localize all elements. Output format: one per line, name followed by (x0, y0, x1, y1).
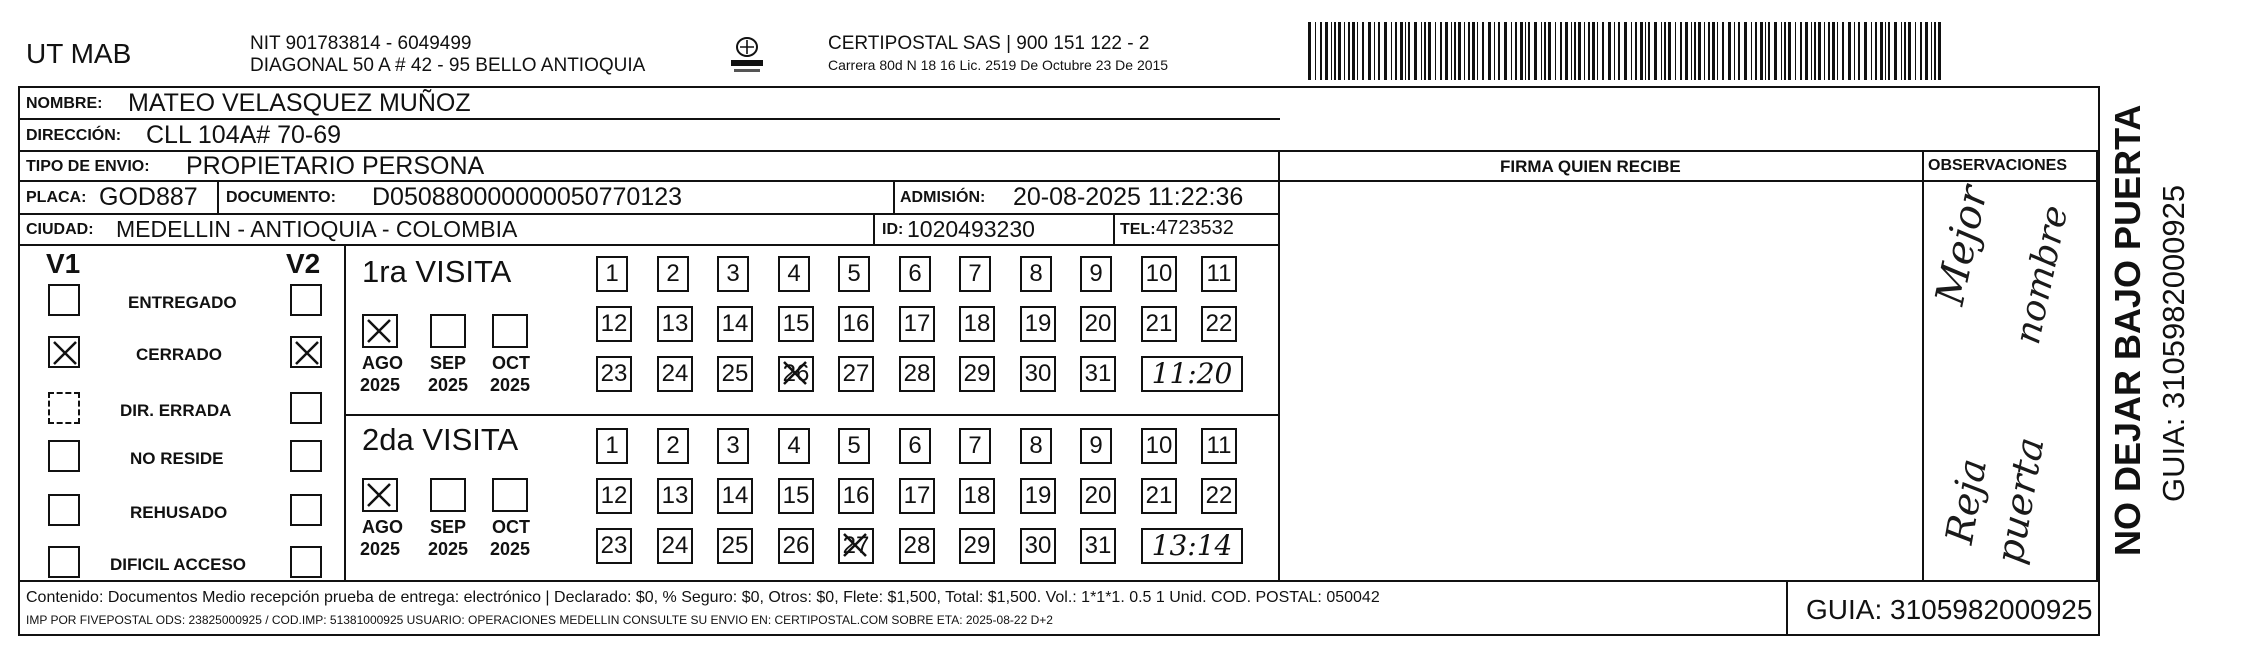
barcode-bar (1805, 22, 1808, 80)
barcode-bar (1348, 22, 1350, 80)
first-visit-day-box[interactable]: 18 (959, 306, 995, 342)
obs-handwriting-nombre: nombre (2007, 201, 2077, 348)
barcode-bar (1334, 22, 1336, 80)
barcode-bar (1704, 22, 1705, 80)
obs-handwriting-mejor: Mejor (1927, 181, 1998, 309)
second-visit-day-box[interactable]: 2 (657, 428, 689, 464)
tipo-envio-value: PROPIETARIO PERSONA (186, 152, 485, 180)
second-visit-day-box[interactable]: 7 (959, 428, 991, 464)
barcode-bar (1498, 22, 1500, 80)
v2-checkbox[interactable] (290, 392, 322, 424)
first-visit-day-box[interactable]: 16 (838, 306, 874, 342)
obs-handwriting-puerta: puerta (1987, 434, 2053, 568)
barcode-bar (1685, 22, 1688, 80)
side-guia: GUIA: 3105982000925 (2156, 184, 2191, 502)
barcode-bar (1814, 22, 1816, 80)
footer-contenido: Contenido: Documentos Medio recepción prueba de entrega: electrónico | Declarado: $0, % Seguro: $0, Otros: $0, Flete: $1,500, Total: $1,500. Vol.: 1*1*1. 0.5 1 Unid. COD. POSTAL: 050042 (26, 589, 1380, 606)
placa-label: PLACA: (26, 189, 87, 206)
first-visit-day-box[interactable]: 19 (1020, 306, 1056, 342)
barcode-bar (1325, 22, 1328, 80)
first-visit-month-checkbox[interactable] (362, 314, 398, 348)
barcode-bar (1818, 22, 1821, 80)
barcode-bar (1712, 22, 1715, 80)
barcode-bar (1864, 22, 1867, 80)
first-visit-month-checkbox[interactable] (430, 314, 466, 348)
second-visit-day-box[interactable]: 29 (959, 528, 995, 564)
barcode-bar (1722, 22, 1724, 80)
barcode-bar (1854, 22, 1855, 80)
admision-value: 20-08-2025 11:22:36 (1013, 183, 1244, 211)
first-visit-day-box[interactable]: 10 (1141, 256, 1177, 292)
v1-checkbox[interactable] (48, 440, 80, 472)
barcode-bar (1717, 22, 1718, 80)
barcode-bar (1738, 22, 1740, 80)
second-visit-year-label: 2025 (428, 539, 469, 559)
first-visit-day-box[interactable]: 3 (717, 256, 749, 292)
first-visit-day-box[interactable]: 5 (838, 256, 870, 292)
observaciones-header: OBSERVACIONES (1928, 157, 2067, 174)
barcode-bar (1811, 22, 1812, 80)
barcode-bar (1400, 22, 1403, 80)
second-visit-day-box[interactable]: 22 (1201, 478, 1237, 514)
v2-checkbox[interactable] (290, 494, 322, 526)
second-visit-day-box[interactable]: 9 (1080, 428, 1112, 464)
barcode-bar (1571, 22, 1572, 80)
barcode-bar (1320, 22, 1322, 80)
v2-checkbox[interactable] (290, 440, 322, 472)
barcode-bar (1421, 22, 1422, 80)
second-visit-year-label: 2025 (360, 539, 401, 559)
second-visit-day-box[interactable]: 24 (657, 528, 693, 564)
barcode-bar (1541, 22, 1542, 80)
v1-checkbox[interactable] (48, 284, 80, 316)
barcode-bar (1904, 22, 1906, 80)
barcode-bar (1454, 22, 1456, 80)
id-label: ID: (882, 221, 904, 238)
barcode-bar (1338, 22, 1341, 80)
second-visit-day-box[interactable]: 1 (596, 428, 628, 464)
barcode-bar (1378, 22, 1380, 80)
second-visit-day-box[interactable]: 6 (899, 428, 931, 464)
barcode-bar (1451, 22, 1452, 80)
barcode-bar (1308, 22, 1311, 80)
carrier-license: Carrera 80d N 18 16 Lic. 2519 De Octubre 23 De 2015 (828, 57, 1169, 73)
firma-header: FIRMA QUIEN RECIBE (1500, 157, 1681, 176)
barcode-bar (1315, 22, 1316, 80)
v2-checkbox[interactable] (290, 546, 322, 578)
barcode-bar (1352, 22, 1355, 80)
second-visit-day-box[interactable]: 8 (1020, 428, 1052, 464)
barcode-bar (1408, 22, 1410, 80)
barcode-bar (1528, 22, 1530, 80)
barcode-bar (1597, 22, 1598, 80)
second-visit-month-checkbox[interactable] (430, 478, 466, 512)
barcode-bar (1824, 22, 1825, 80)
side-warning: NO DEJAR BAJO PUERTA (2107, 104, 2148, 556)
barcode-bar (1842, 22, 1844, 80)
barcode-bar (1908, 22, 1911, 80)
second-visit-day-box[interactable]: 4 (778, 428, 810, 464)
barcode-bar (1765, 22, 1766, 80)
v1-checkbox[interactable] (48, 392, 80, 424)
direccion-value: CLL 104A# 70-69 (146, 121, 342, 149)
status-label: DIR. ERRADA (120, 401, 232, 420)
first-visit-month-checked-mark (363, 315, 395, 347)
barcode-bar (1631, 22, 1632, 80)
first-visit-day-box[interactable]: 11 (1201, 256, 1237, 292)
barcode-bar (1901, 22, 1902, 80)
first-visit-day-box[interactable]: 27 (838, 356, 874, 392)
first-visit-month-checkbox[interactable] (492, 314, 528, 348)
barcode-bar (1584, 22, 1585, 80)
barcode-bar (1504, 22, 1507, 80)
footer-imp: IMP POR FIVEPOSTAL ODS: 23825000925 / COD.IMP: 51381000925 USUARIO: OPERACIONES MEDELLIN CONSULTE SU ENVIO EN: CERTIPOSTAL.COM SOBRE ETA: 2025-08-22 D+2 (26, 613, 1053, 627)
barcode-bar (1440, 22, 1442, 80)
barcode-bar (1482, 22, 1484, 80)
barcode-bar (1435, 22, 1436, 80)
barcode-bar (1515, 22, 1517, 80)
id-value: 1020493230 (907, 216, 1035, 242)
barcode-bar (1694, 22, 1696, 80)
first-visit-day-box[interactable]: 30 (1020, 356, 1056, 392)
tipo-envio-label: TIPO DE ENVIO: (26, 158, 150, 175)
barcode-bar (1424, 22, 1426, 80)
barcode-bar (1755, 22, 1757, 80)
barcode-bar (1828, 22, 1830, 80)
barcode-bar (1574, 22, 1576, 80)
barcode-bar (1384, 22, 1387, 80)
barcode-bar (1618, 22, 1620, 80)
first-visit-day-box[interactable]: 13 (657, 306, 693, 342)
footer-guia: GUIA: 3105982000925 (1806, 594, 2093, 625)
barcode-bar (1768, 22, 1770, 80)
barcode-bar (1391, 22, 1392, 80)
v1-checkbox[interactable] (48, 494, 80, 526)
barcode-bar (1760, 22, 1763, 80)
first-visit-day-box[interactable]: 15 (778, 306, 814, 342)
tel-label: TEL: (1120, 221, 1156, 238)
barcode-bar (1880, 22, 1883, 80)
barcode-bar (1357, 22, 1358, 80)
barcode-bar (1680, 22, 1682, 80)
barcode-bar (1588, 22, 1590, 80)
first-visit-month-label: AGO (362, 353, 404, 373)
barcode-bar (1624, 22, 1627, 80)
first-visit-day-box[interactable]: 26 (778, 356, 814, 392)
barcode-bar (1602, 22, 1604, 80)
ciudad-label: CIUDAD: (26, 221, 94, 238)
first-visit-day-checked-mark (779, 357, 811, 389)
status-label: REHUSADO (130, 503, 228, 522)
first-visit-day-box[interactable]: 7 (959, 256, 991, 292)
second-visit-day-box[interactable]: 21 (1141, 478, 1177, 514)
second-visit-day-box[interactable]: 14 (717, 478, 753, 514)
barcode-bar (1888, 22, 1890, 80)
second-visit-day-box[interactable]: 20 (1080, 478, 1116, 514)
second-visit-month-checked-mark (363, 479, 395, 511)
barcode-bar (1464, 22, 1465, 80)
barcode-bar (1925, 22, 1928, 80)
barcode-bar (1592, 22, 1595, 80)
first-visit-day-box[interactable]: 21 (1141, 306, 1177, 342)
barcode-bar (1691, 22, 1692, 80)
first-visit-year-label: 2025 (360, 375, 401, 395)
second-visit-day-box[interactable]: 25 (717, 528, 753, 564)
first-visit-year-label: 2025 (490, 375, 531, 395)
barcode-bar (1751, 22, 1752, 80)
barcode-bar (1938, 22, 1941, 80)
documento-value: D050880000000050770123 (372, 183, 683, 211)
status-label: CERRADO (136, 345, 222, 364)
second-visit-month-label: OCT (492, 517, 530, 537)
second-visit-day-box[interactable]: 12 (596, 478, 632, 514)
barcode-bar (1428, 22, 1431, 80)
first-visit-day-box[interactable]: 28 (899, 356, 935, 392)
barcode-bar (1661, 22, 1662, 80)
first-visit-month-label: OCT (492, 353, 530, 373)
barcode-bar (1875, 22, 1877, 80)
second-visit-month-checkbox[interactable] (362, 478, 398, 512)
tel-value: 4723532 (1156, 217, 1234, 239)
barcode-bar (1494, 22, 1495, 80)
first-visit-day-box[interactable]: 22 (1201, 306, 1237, 342)
first-visit-day-box[interactable]: 12 (596, 306, 632, 342)
barcode-bar (1915, 22, 1916, 80)
first-visit-day-box[interactable]: 17 (899, 306, 935, 342)
barcode-bar (1520, 22, 1523, 80)
status-label: NO RESIDE (130, 449, 224, 468)
first-visit-day-box[interactable]: 6 (899, 256, 931, 292)
barcode-bar (1781, 22, 1782, 80)
second-visit-day-box[interactable]: 26 (778, 528, 814, 564)
second-visit-day-box[interactable]: 31 (1080, 528, 1116, 564)
carrier-name: CERTIPOSTAL SAS | 900 151 122 - 2 (828, 33, 1150, 54)
barcode-bar (1837, 22, 1838, 80)
second-visit-day-box[interactable]: 27 (838, 528, 874, 564)
certipostal-logo (728, 36, 766, 76)
documento-label: DOCUMENTO: (226, 189, 336, 206)
second-visit-day-box[interactable]: 3 (717, 428, 749, 464)
barcode-bar (1525, 22, 1526, 80)
v1-checkbox[interactable] (48, 546, 80, 578)
first-visit-title: 1ra VISITA (362, 254, 512, 289)
barcode-bar (1654, 22, 1657, 80)
direccion-label: DIRECCIÓN: (26, 127, 122, 144)
first-visit-day-box[interactable]: 24 (657, 356, 693, 392)
v1-checkbox[interactable] (48, 336, 80, 368)
first-visit-day-box[interactable]: 1 (596, 256, 628, 292)
second-visit-day-box[interactable]: 5 (838, 428, 870, 464)
barcode-bar (1414, 22, 1417, 80)
status-label: DIFICIL ACCESO (110, 555, 247, 574)
first-visit-year-label: 2025 (428, 375, 469, 395)
barcode-bar (1458, 22, 1461, 80)
barcode-bar (1934, 22, 1936, 80)
second-visit-day-box[interactable]: 10 (1141, 428, 1177, 464)
first-visit-day-box[interactable]: 4 (778, 256, 810, 292)
second-visit-day-checked-mark (839, 529, 871, 561)
barcode-bar (1468, 22, 1470, 80)
barcode-bar (1645, 22, 1646, 80)
barcode-bar (1920, 22, 1922, 80)
second-visit-day-box[interactable]: 11 (1201, 428, 1237, 464)
v2-label: V2 (286, 248, 321, 279)
second-visit-day-box[interactable]: 16 (838, 478, 874, 514)
barcode-bar (1784, 22, 1786, 80)
v2-checked-mark (291, 337, 323, 369)
first-visit-time-box[interactable]: 11:20 (1141, 356, 1243, 392)
barcode-bar (1774, 22, 1777, 80)
first-visit-day-box[interactable]: 8 (1020, 256, 1052, 292)
barcode-bar (1608, 22, 1611, 80)
barcode-bar (1578, 22, 1581, 80)
barcode-bar (1800, 22, 1802, 80)
first-visit-day-box[interactable]: 20 (1080, 306, 1116, 342)
first-visit-day-box[interactable]: 14 (717, 306, 753, 342)
barcode-bar (1664, 22, 1666, 80)
barcode-bar (1698, 22, 1701, 80)
barcode-bar (1931, 22, 1932, 80)
first-visit-day-box[interactable]: 25 (717, 356, 753, 392)
first-visit-day-box[interactable]: 31 (1080, 356, 1116, 392)
second-visit-day-box[interactable]: 15 (778, 478, 814, 514)
v1-checked-mark (49, 337, 81, 369)
barcode-bar (1788, 22, 1791, 80)
barcode-bar (1511, 22, 1512, 80)
barcode-bar (1858, 22, 1860, 80)
company-address: DIAGONAL 50 A # 42 - 95 BELLO ANTIOQUIA (250, 55, 646, 76)
barcode-bar (1344, 22, 1345, 80)
barcode-bar (1885, 22, 1886, 80)
barcode-bar (1848, 22, 1851, 80)
barcode-bar (1331, 22, 1332, 80)
status-label: ENTREGADO (128, 293, 237, 312)
barcode-bar (1477, 22, 1478, 80)
company-nit: NIT 901783814 - 6049499 (250, 33, 472, 54)
second-visit-title: 2da VISITA (362, 422, 519, 457)
barcode-bar (1668, 22, 1671, 80)
barcode-bar (1395, 22, 1397, 80)
v2-checkbox[interactable] (290, 336, 322, 368)
obs-handwriting-reja: Reja (1937, 455, 1996, 548)
barcode-bar (1871, 22, 1872, 80)
barcode (1308, 22, 1948, 80)
barcode-bar (1445, 22, 1448, 80)
barcode-bar (1488, 22, 1491, 80)
company-name: UT MAB (26, 38, 132, 69)
barcode-bar (1362, 22, 1364, 80)
second-visit-day-box[interactable]: 23 (596, 528, 632, 564)
barcode-bar (1534, 22, 1537, 80)
barcode-bar (1894, 22, 1897, 80)
nombre-label: NOMBRE: (26, 95, 103, 112)
barcode-bar (1368, 22, 1371, 80)
v2-checkbox[interactable] (290, 284, 322, 316)
admision-label: ADMISIÓN: (900, 189, 986, 206)
barcode-bar (1405, 22, 1406, 80)
barcode-bar (1472, 22, 1475, 80)
second-visit-day-box[interactable]: 17 (899, 478, 935, 514)
first-visit-day-box[interactable]: 2 (657, 256, 689, 292)
barcode-bar (1734, 22, 1735, 80)
barcode-bar (1728, 22, 1731, 80)
barcode-bar (1374, 22, 1375, 80)
barcode-bar (1555, 22, 1556, 80)
second-visit-day-box[interactable]: 28 (899, 528, 935, 564)
barcode-bar (1648, 22, 1650, 80)
barcode-bar (1708, 22, 1710, 80)
barcode-bar (1560, 22, 1562, 80)
barcode-bar (1548, 22, 1551, 80)
barcode-bar (1635, 22, 1637, 80)
barcode-bar (1675, 22, 1676, 80)
barcode-bar (1565, 22, 1568, 80)
second-visit-month-checkbox[interactable] (492, 478, 528, 512)
ciudad-value: MEDELLIN - ANTIOQUIA - COLOMBIA (116, 216, 518, 242)
second-visit-day-box[interactable]: 13 (657, 478, 693, 514)
nombre-value: MATEO VELASQUEZ MUÑOZ (128, 89, 471, 117)
barcode-bar (1614, 22, 1615, 80)
second-visit-day-box[interactable]: 30 (1020, 528, 1056, 564)
first-visit-month-label: SEP (430, 353, 467, 373)
v1-label: V1 (46, 248, 81, 279)
barcode-bar (1744, 22, 1747, 80)
first-visit-day-box[interactable]: 29 (959, 356, 995, 392)
second-visit-month-label: SEP (430, 517, 467, 537)
barcode-bar (1795, 22, 1796, 80)
first-visit-day-box[interactable]: 9 (1080, 256, 1112, 292)
barcode-bar (1544, 22, 1546, 80)
second-visit-time-box[interactable]: 13:14 (1141, 528, 1243, 564)
second-visit-month-label: AGO (362, 517, 404, 537)
second-visit-day-box[interactable]: 19 (1020, 478, 1056, 514)
second-visit-day-box[interactable]: 18 (959, 478, 995, 514)
barcode-bar (1832, 22, 1835, 80)
second-visit-year-label: 2025 (490, 539, 531, 559)
barcode-bar (1640, 22, 1643, 80)
placa-value: GOD887 (99, 183, 198, 211)
first-visit-day-box[interactable]: 23 (596, 356, 632, 392)
